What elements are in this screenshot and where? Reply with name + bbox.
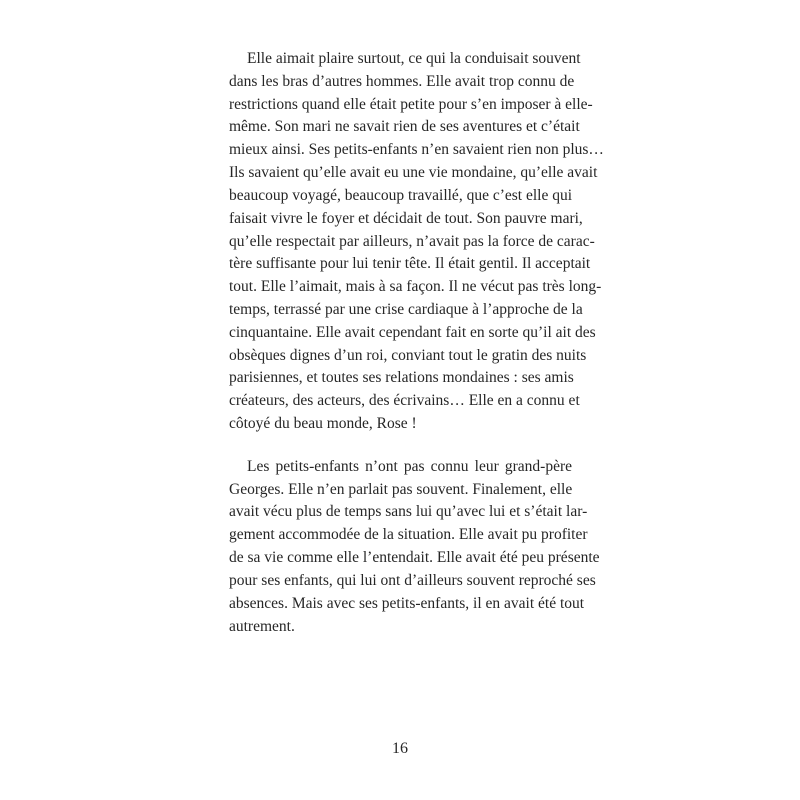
text-line: avait vécu plus de temps sans lui qu’avec lui et s’était lar-	[229, 503, 588, 521]
paragraph-gap	[229, 436, 572, 456]
text-line: qu’elle respectait par ailleurs, n’avait pas la force de carac-	[229, 232, 595, 250]
text-line: temps, terrassé par une crise cardiaque à l’approche de la	[229, 300, 583, 318]
text-line: faisait vivre le foyer et décidait de tout. Son pauvre mari,	[229, 209, 583, 227]
text-line: dans les bras d’autres hommes. Elle avait trop connu de	[229, 72, 575, 90]
text-line: tout. Elle l’aimait, mais à sa façon. Il ne vécut pas très long-	[229, 278, 602, 296]
text-line: côtoyé du beau monde, Rose !	[229, 415, 417, 432]
text-line: tère suffisante pour lui tenir tête. Il était gentil. Il acceptait	[229, 255, 591, 273]
text-line: gement accommodée de la situation. Elle avait pu profiter	[229, 526, 588, 544]
text-line: mieux ainsi. Ses petits-enfants n’en savaient rien non plus…	[229, 141, 604, 159]
text-line: autrement.	[229, 617, 295, 635]
body-text	[229, 48, 604, 638]
text-line: Les petits-enfants n’ont pas connu leur grand-père	[247, 457, 572, 475]
text-line: parisiennes, et toutes ses relations mondaines : ses amis	[229, 369, 574, 387]
text-line: cinquantaine. Elle avait cependant fait en sorte qu’il ait des	[229, 323, 596, 341]
text-line: créateurs, des acteurs, des écrivains… Elle en a connu et	[229, 392, 580, 410]
text-line: Georges. Elle n’en parlait pas souvent. Finalement, elle	[229, 480, 573, 498]
text-line: même. Son mari ne savait rien de ses aventures et c’était	[229, 118, 580, 136]
text-line: pour ses enfants, qui lui ont d’ailleurs souvent reproché ses	[229, 571, 596, 589]
text-line: beaucoup voyagé, beaucoup travaillé, que c’est elle qui	[229, 186, 573, 204]
paragraph-2	[229, 456, 600, 639]
paragraph-1	[229, 48, 604, 436]
text-line: Elle aimait plaire surtout, ce qui la conduisait souvent	[247, 50, 581, 67]
page-number: 16	[392, 740, 408, 757]
text-line: obsèques dignes d’un roi, conviant tout le gratin des nuits	[229, 346, 587, 364]
text-line: Ils savaient qu’elle avait eu une vie mondaine, qu’elle avait	[229, 164, 598, 182]
text-line: restrictions quand elle était petite pour s’en imposer à elle-	[229, 95, 593, 113]
text-line: de sa vie comme elle l’entendait. Elle avait été peu présente	[229, 549, 600, 567]
text-line: absences. Mais avec ses petits-enfants, il en avait été tout	[229, 594, 585, 612]
